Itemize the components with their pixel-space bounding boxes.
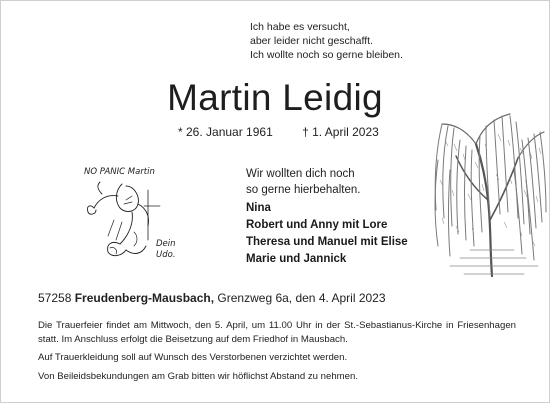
farewell-message: [246, 166, 360, 198]
city: Freudenberg-Mausbach,: [74, 291, 215, 305]
birth-date: * 26. Januar 1961: [178, 125, 273, 139]
message-line: Wir wollten dich noch: [246, 168, 355, 180]
drawing-caption-name: Udo.: [156, 250, 176, 260]
notice-condolences: Von Beileidsbekundungen am Grab bitten wir höflichst Abstand zu nehmen.: [38, 370, 358, 382]
mourners-list: [246, 200, 408, 268]
willow-tree-illustration: [430, 100, 548, 278]
poem-line: Ich habe es versucht,: [250, 21, 350, 33]
life-dates: [178, 125, 379, 140]
address-line: [38, 290, 386, 306]
postcode: 57258: [38, 291, 72, 305]
drawing-caption-dein: Dein: [156, 239, 176, 249]
poem-line: Ich wollte noch so gerne bleiben.: [250, 49, 403, 61]
mourner-name: Marie und Jannick: [246, 253, 347, 265]
poem-line: aber leider nicht geschafft.: [250, 35, 373, 47]
street-and-date: Grenzweg 6a, den 4. April 2023: [217, 291, 386, 305]
message-line: so gerne hierbehalten.: [246, 184, 361, 196]
hand-drawing-illustration: [76, 160, 188, 272]
notice-ceremony: Die Trauerfeier findet am Mittwoch, den 5. April, um 11.00 Uhr in der St.-Sebastianus-Kirche in Friesenhagen statt. Im Anschluss erfolgt die Beisetzung auf dem Friedhof in Mausbach.: [38, 320, 516, 345]
notices: [38, 319, 516, 388]
poem: [250, 20, 403, 62]
mourner-name: Nina: [246, 202, 271, 214]
drawing-caption-top: NO PANIC Martin: [84, 167, 155, 177]
mourner-name: Robert und Anny mit Lore: [246, 219, 388, 231]
death-date: † 1. April 2023: [302, 125, 379, 139]
mourner-name: Theresa und Manuel mit Elise: [246, 236, 408, 248]
deceased-name: Martin Leidig: [167, 77, 383, 118]
notice-clothing: Auf Trauerkleidung soll auf Wunsch des Verstorbenen verzichtet werden.: [38, 352, 348, 363]
